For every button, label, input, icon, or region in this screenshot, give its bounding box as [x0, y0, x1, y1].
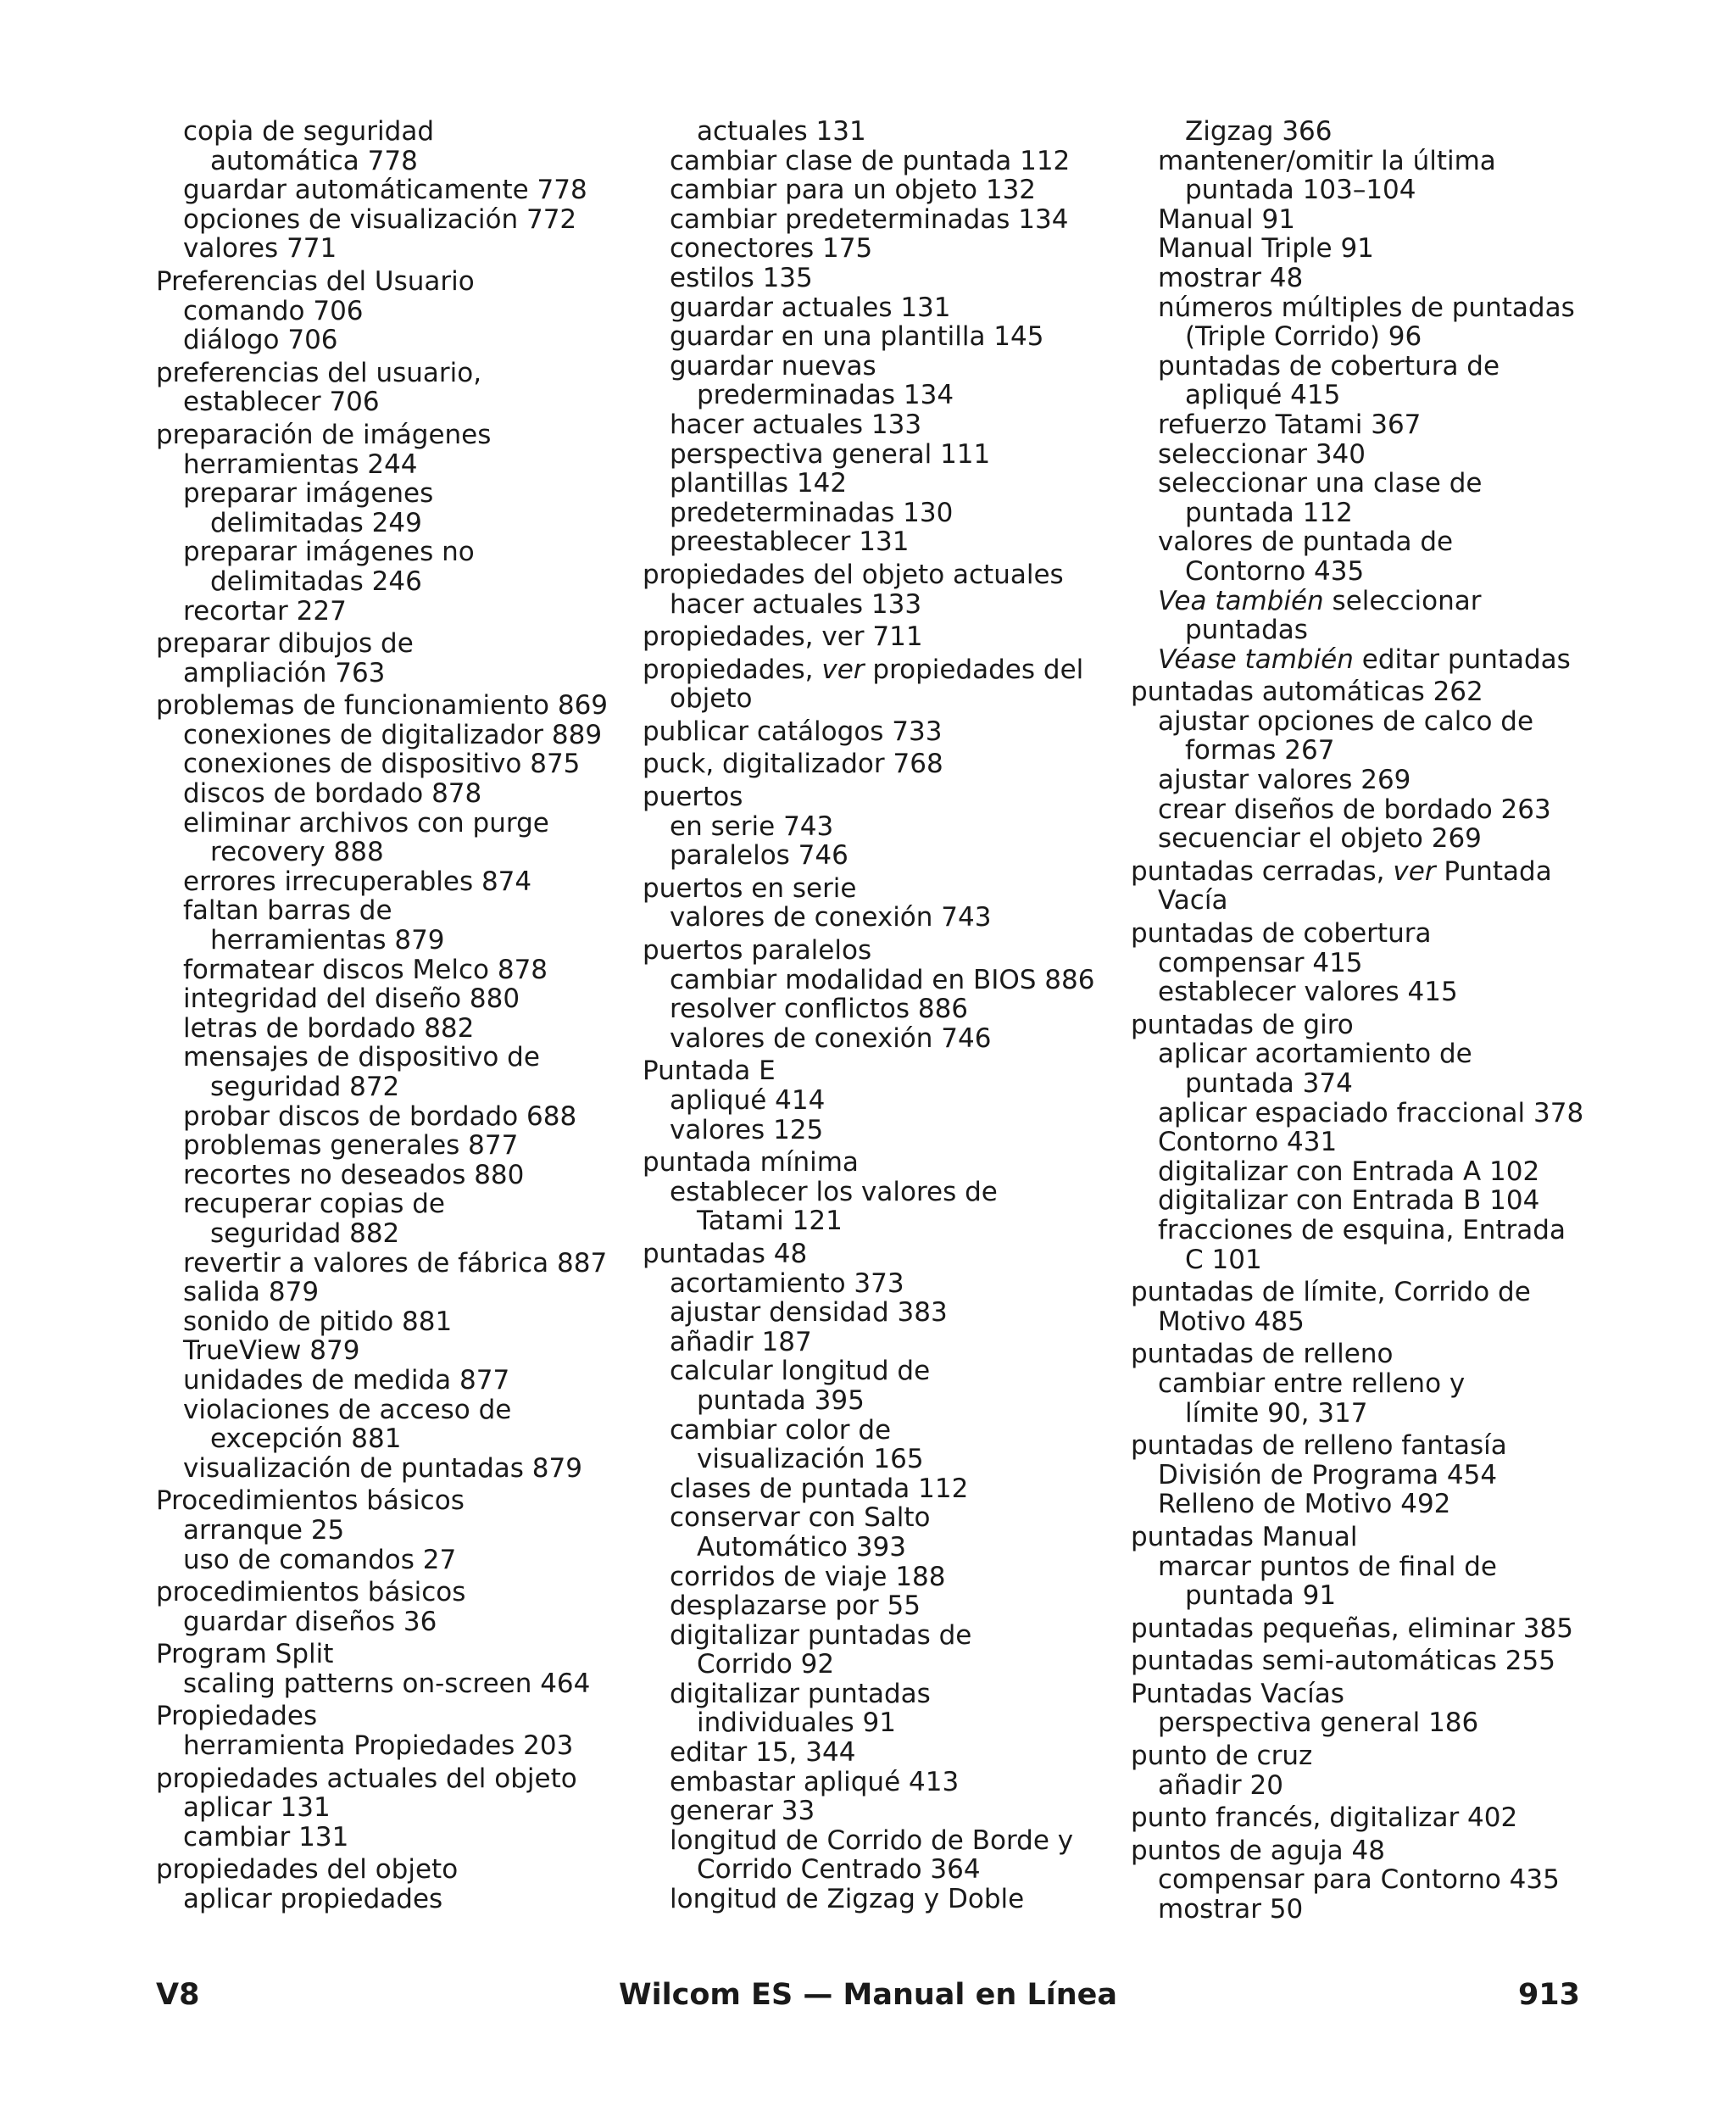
index-subentry: Corrido Centrado 364 [697, 1854, 981, 1886]
page-number: 913 [1517, 1978, 1580, 2012]
index-subentry: herramienta Propiedades 203 [183, 1730, 574, 1762]
index-subentry: establecer los valores de [670, 1176, 998, 1207]
footer-title: Wilcom ES — Manual en Línea [618, 1978, 1118, 2012]
index-subentry: compensar 415 [1158, 947, 1363, 978]
index-subentry: recortes no deseados 880 [183, 1159, 525, 1190]
index-subentry: valores de conexión 746 [670, 1022, 992, 1054]
index-subentry: errores irrecuperables 874 [183, 866, 532, 897]
index-subentry: copia de seguridad [183, 116, 435, 147]
index-subentry: calcular longitud de [670, 1356, 931, 1387]
index-subentry: problemas generales 877 [183, 1130, 519, 1162]
index-subentry: establecer valores 415 [1158, 977, 1458, 1008]
index-entry: puck, digitalizador 768 [643, 749, 943, 780]
index-subentry: conexiones de digitalizador 889 [183, 719, 603, 750]
index-subentry: generar 33 [670, 1796, 815, 1827]
index-entry: puntadas de giro [1131, 1009, 1354, 1040]
index-subentry: marcar puntos de final de [1158, 1551, 1497, 1582]
index-subentry: Tatami 121 [697, 1206, 843, 1237]
index-subentry: actuales 131 [697, 116, 866, 147]
index-entry: preferencias del usuario, [156, 357, 482, 388]
index-subentry: hacer actuales 133 [670, 409, 922, 440]
index-subentry: cambiar entre relleno y [1158, 1368, 1466, 1399]
index-subentry: recortar 227 [183, 595, 347, 627]
index-subentry: faltan barras de [183, 895, 392, 927]
index-subentry: digitalizar con Entrada A 102 [1158, 1156, 1540, 1187]
index-subentry: salida 879 [183, 1277, 320, 1308]
index-subentry: editar 15, 344 [670, 1737, 856, 1769]
index-subentry: prederminadas 134 [697, 380, 954, 411]
index-subentry: delimitadas 246 [210, 565, 422, 597]
entry-text: propiedades, [643, 654, 822, 685]
index-subentry: scaling patterns on-screen 464 [183, 1668, 591, 1699]
index-subentry: Vacía [1158, 885, 1228, 916]
index-subentry: apliqué 415 [1185, 380, 1341, 411]
index-subentry: herramientas 244 [183, 448, 418, 480]
index-subentry: guardar automáticamente 778 [183, 175, 587, 206]
index-subentry: Corrido 92 [697, 1649, 835, 1680]
index-subentry: C 101 [1185, 1244, 1262, 1275]
index-entry: propiedades del objeto actuales [643, 559, 1064, 590]
index-subentry: perspectiva general 186 [1158, 1708, 1479, 1739]
index-subentry: Automático 393 [697, 1531, 906, 1563]
index-subentry: cambiar 131 [183, 1821, 349, 1852]
cross-reference-italic: ver [821, 654, 865, 685]
index-subentry: mostrar 50 [1158, 1894, 1304, 1925]
index-subentry: guardar en una plantilla 145 [670, 321, 1044, 353]
index-subentry: eliminar archivos con purge [183, 807, 549, 838]
cross-reference-italic: Véase también [1158, 643, 1354, 675]
index-subentry: conservar con Salto [670, 1502, 931, 1534]
index-subentry: límite 90, 317 [1185, 1397, 1368, 1429]
index-subentry: recovery 888 [210, 837, 384, 868]
index-subentry: formas 267 [1185, 735, 1335, 766]
index-entry: puertos paralelos [643, 935, 872, 967]
index-entry: problemas de funcionamiento 869 [156, 690, 609, 721]
cross-reference-italic: ver [1393, 855, 1436, 887]
index-subentry: clases de puntada 112 [670, 1473, 969, 1504]
index-subentry: seleccionar una clase de [1158, 468, 1483, 499]
index-subentry: preparar imágenes no [183, 537, 475, 568]
index-subentry: aplicar espaciado fraccional 378 [1158, 1097, 1584, 1128]
index-subentry: perspectiva general 111 [670, 438, 991, 470]
index-subentry: compensar para Contorno 435 [1158, 1864, 1560, 1896]
index-subentry: Relleno de Motivo 492 [1158, 1489, 1451, 1520]
index-subentry: valores de conexión 743 [670, 902, 992, 933]
entry-text: puntadas cerradas, [1131, 855, 1394, 887]
index-entry: propiedades del objeto [156, 1854, 459, 1886]
index-subentry: unidades de medida 877 [183, 1364, 510, 1396]
entry-text: Puntada [1435, 855, 1552, 887]
index-subentry: guardar diseños 36 [183, 1606, 437, 1637]
index-subentry: refuerzo Tatami 367 [1158, 409, 1422, 440]
index-subentry: ajustar opciones de calco de [1158, 705, 1534, 737]
index-subentry: hacer actuales 133 [670, 588, 922, 620]
page-footer [156, 1978, 1580, 2015]
index-subentry: puntada 112 [1185, 497, 1353, 528]
index-subentry: guardar nuevas [670, 350, 876, 382]
index-entry: preparar dibujos de [156, 628, 414, 660]
index-subentry: ampliación 763 [183, 657, 386, 688]
index-subentry: preparar imágenes [183, 478, 434, 510]
index-subentry: revertir a valores de fábrica 887 [183, 1247, 608, 1279]
index-entry: puntadas de relleno [1131, 1339, 1394, 1370]
index-subentry: paralelos 746 [670, 840, 849, 872]
index-subentry: mostrar 48 [1158, 262, 1304, 293]
index-subentry: individuales 91 [697, 1708, 896, 1739]
index-subentry: excepción 881 [210, 1423, 402, 1455]
index-subentry: Manual Triple 91 [1158, 233, 1374, 265]
index-subentry: en serie 743 [670, 811, 834, 842]
index-subentry: TrueView 879 [183, 1335, 360, 1367]
index-subentry: delimitadas 249 [210, 507, 422, 538]
index-subentry: cambiar modalidad en BIOS 886 [670, 964, 1095, 995]
index-entry: puertos [643, 782, 743, 813]
index-subentry: opciones de visualización 772 [183, 203, 577, 235]
index-entry: puntadas automáticas 262 [1131, 677, 1483, 708]
entry-text: seleccionar [1323, 585, 1482, 616]
index-subentry: seguridad 882 [210, 1217, 400, 1249]
index-entry [643, 655, 1117, 685]
index-subentry: automática 778 [210, 145, 418, 176]
index-entry: puntadas Manual [1131, 1521, 1358, 1552]
index-entry: Preferencias del Usuario [156, 265, 475, 297]
index-subentry: cambiar predeterminadas 134 [670, 203, 1069, 235]
index-subentry: seguridad 872 [210, 1072, 400, 1102]
index-entry: puntos de aguja 48 [1131, 1835, 1385, 1866]
index-subentry: conexiones de dispositivo 875 [183, 749, 581, 780]
index-subentry: añadir 187 [670, 1326, 812, 1357]
index-column-1 [156, 117, 631, 1914]
index-subentry: puntadas de cobertura de [1158, 350, 1500, 382]
index-entry: propiedades actuales del objeto [156, 1763, 577, 1794]
index-subentry: violaciones de acceso de [183, 1394, 512, 1425]
index-subentry: conectores 175 [670, 233, 873, 265]
index-subentry: fracciones de esquina, Entrada [1158, 1214, 1566, 1245]
index-entry: puntada mínima [643, 1147, 859, 1178]
index-subentry: añadir 20 [1158, 1769, 1283, 1801]
index-subentry: mensajes de dispositivo de [183, 1042, 540, 1073]
index-subentry: digitalizar con Entrada B 104 [1158, 1185, 1540, 1217]
index-subentry: digitalizar puntadas de [670, 1619, 972, 1651]
index-subentry: apliqué 414 [670, 1085, 826, 1116]
index-entry: punto de cruz [1131, 1741, 1313, 1772]
index-entry: Propiedades [156, 1701, 318, 1732]
index-subentry: uso de comandos 27 [183, 1544, 457, 1575]
footer-version: V8 [156, 1978, 200, 2012]
index-entry: puntadas 48 [643, 1238, 808, 1269]
index-subentry: aplicar propiedades [183, 1884, 443, 1915]
index-subentry: establecer 706 [183, 387, 380, 418]
index-entry: propiedades, ver 711 [643, 621, 923, 653]
index-subentry: Contorno 435 [1185, 555, 1365, 587]
index-subentry: secuenciar el objeto 269 [1158, 823, 1482, 855]
entry-text: propiedades del [864, 654, 1084, 685]
index-subentry: ajustar valores 269 [1158, 765, 1411, 796]
index-subentry: estilos 135 [670, 262, 813, 293]
index-subentry: cambiar color de [670, 1414, 892, 1446]
index-subentry: puntada 91 [1185, 1580, 1337, 1612]
index-subentry: longitud de Corrido de Borde y [670, 1825, 1074, 1856]
index-subentry: Motivo 485 [1158, 1306, 1305, 1337]
index-subentry: acortamiento 373 [670, 1267, 904, 1299]
index-subentry: plantillas 142 [670, 468, 848, 499]
index-subentry: predeterminadas 130 [670, 497, 954, 528]
index-subentry: guardar actuales 131 [670, 292, 951, 323]
entry-text: editar puntadas [1353, 643, 1571, 675]
index-subentry: arranque 25 [183, 1514, 345, 1546]
index-entry: puntadas de cobertura [1131, 918, 1432, 950]
index-entry: Procedimientos básicos [156, 1485, 465, 1517]
index-entry [1131, 857, 1605, 887]
index-subentry: ajustar densidad 383 [670, 1297, 948, 1329]
index-entry: Program Split [156, 1639, 334, 1670]
index-subentry: sonido de pitido 881 [183, 1306, 453, 1337]
index-entry: procedimientos básicos [156, 1577, 466, 1608]
index-column-3 [1131, 117, 1605, 1925]
index-subentry: resolver conflictos 886 [670, 994, 969, 1025]
index-subentry: probar discos de bordado 688 [183, 1100, 577, 1132]
index-entry: preparación de imágenes [156, 419, 492, 450]
index-entry: Puntadas Vacías [1131, 1678, 1344, 1709]
index-subentry [1131, 645, 1605, 675]
index-entry: puntadas semi-automáticas 255 [1131, 1646, 1555, 1677]
index-entry: puntadas pequeñas, eliminar 385 [1131, 1613, 1573, 1644]
index-subentry: aplicar 131 [183, 1792, 331, 1824]
index-entry: puntadas de límite, Corrido de [1131, 1277, 1531, 1308]
index-subentry: corridos de viaje 188 [670, 1561, 946, 1592]
index-subentry: comando 706 [183, 295, 364, 326]
index-subentry: Manual 91 [1158, 203, 1295, 235]
index-subentry: integridad del diseño 880 [183, 983, 520, 1015]
index-subentry: recuperar copias de [183, 1189, 445, 1220]
index-entry: puntadas de relleno fantasía [1131, 1430, 1507, 1462]
index-subentry: Contorno 431 [1158, 1127, 1338, 1158]
index-subentry: objeto [670, 683, 753, 715]
index-subentry: puntadas [1185, 615, 1308, 646]
index-subentry: discos de bordado 878 [183, 778, 482, 810]
cross-reference-italic: Vea también [1158, 585, 1324, 616]
index-subentry: visualización de puntadas 879 [183, 1452, 582, 1484]
index-subentry: valores 771 [183, 233, 337, 265]
index-subentry: crear diseños de bordado 263 [1158, 794, 1551, 825]
index-subentry: Zigzag 366 [1185, 116, 1333, 147]
index-subentry: preestablecer 131 [670, 526, 910, 558]
index-entry: Puntada E [643, 1056, 776, 1087]
index-subentry: diálogo 706 [183, 325, 338, 356]
index-subentry: seleccionar 340 [1158, 438, 1366, 470]
index-subentry: valores 125 [670, 1114, 824, 1145]
index-subentry: puntada 395 [697, 1384, 865, 1416]
index-subentry: puntada 103–104 [1185, 175, 1416, 206]
index-subentry: longitud de Zigzag y Doble [670, 1884, 1025, 1915]
index-subentry: aplicar acortamiento de [1158, 1039, 1472, 1070]
index-subentry: puntada 374 [1185, 1068, 1353, 1099]
index-column-2 [643, 117, 1117, 1914]
index-subentry: cambiar clase de puntada 112 [670, 145, 1071, 176]
index-subentry: mantener/omitir la última [1158, 145, 1496, 176]
index-entry: puertos en serie [643, 872, 857, 904]
index-subentry [1131, 587, 1605, 616]
index-subentry: visualización 165 [697, 1444, 924, 1475]
index-subentry: desplazarse por 55 [670, 1591, 921, 1622]
index-subentry: digitalizar puntadas [670, 1678, 931, 1709]
index-subentry: División de Programa 454 [1158, 1459, 1498, 1490]
index-subentry: formatear discos Melco 878 [183, 954, 548, 985]
index-subentry: números múltiples de puntadas [1158, 292, 1575, 323]
index-subentry: embastar apliqué 413 [670, 1766, 960, 1797]
index-entry: publicar catálogos 733 [643, 716, 943, 747]
index-subentry: (Triple Corrido) 96 [1185, 321, 1422, 353]
index-entry: punto francés, digitalizar 402 [1131, 1802, 1518, 1834]
index-subentry: letras de bordado 882 [183, 1012, 475, 1044]
index-subentry: herramientas 879 [210, 925, 445, 956]
index-subentry: valores de puntada de [1158, 526, 1454, 558]
index-subentry: cambiar para un objeto 132 [670, 175, 1037, 206]
